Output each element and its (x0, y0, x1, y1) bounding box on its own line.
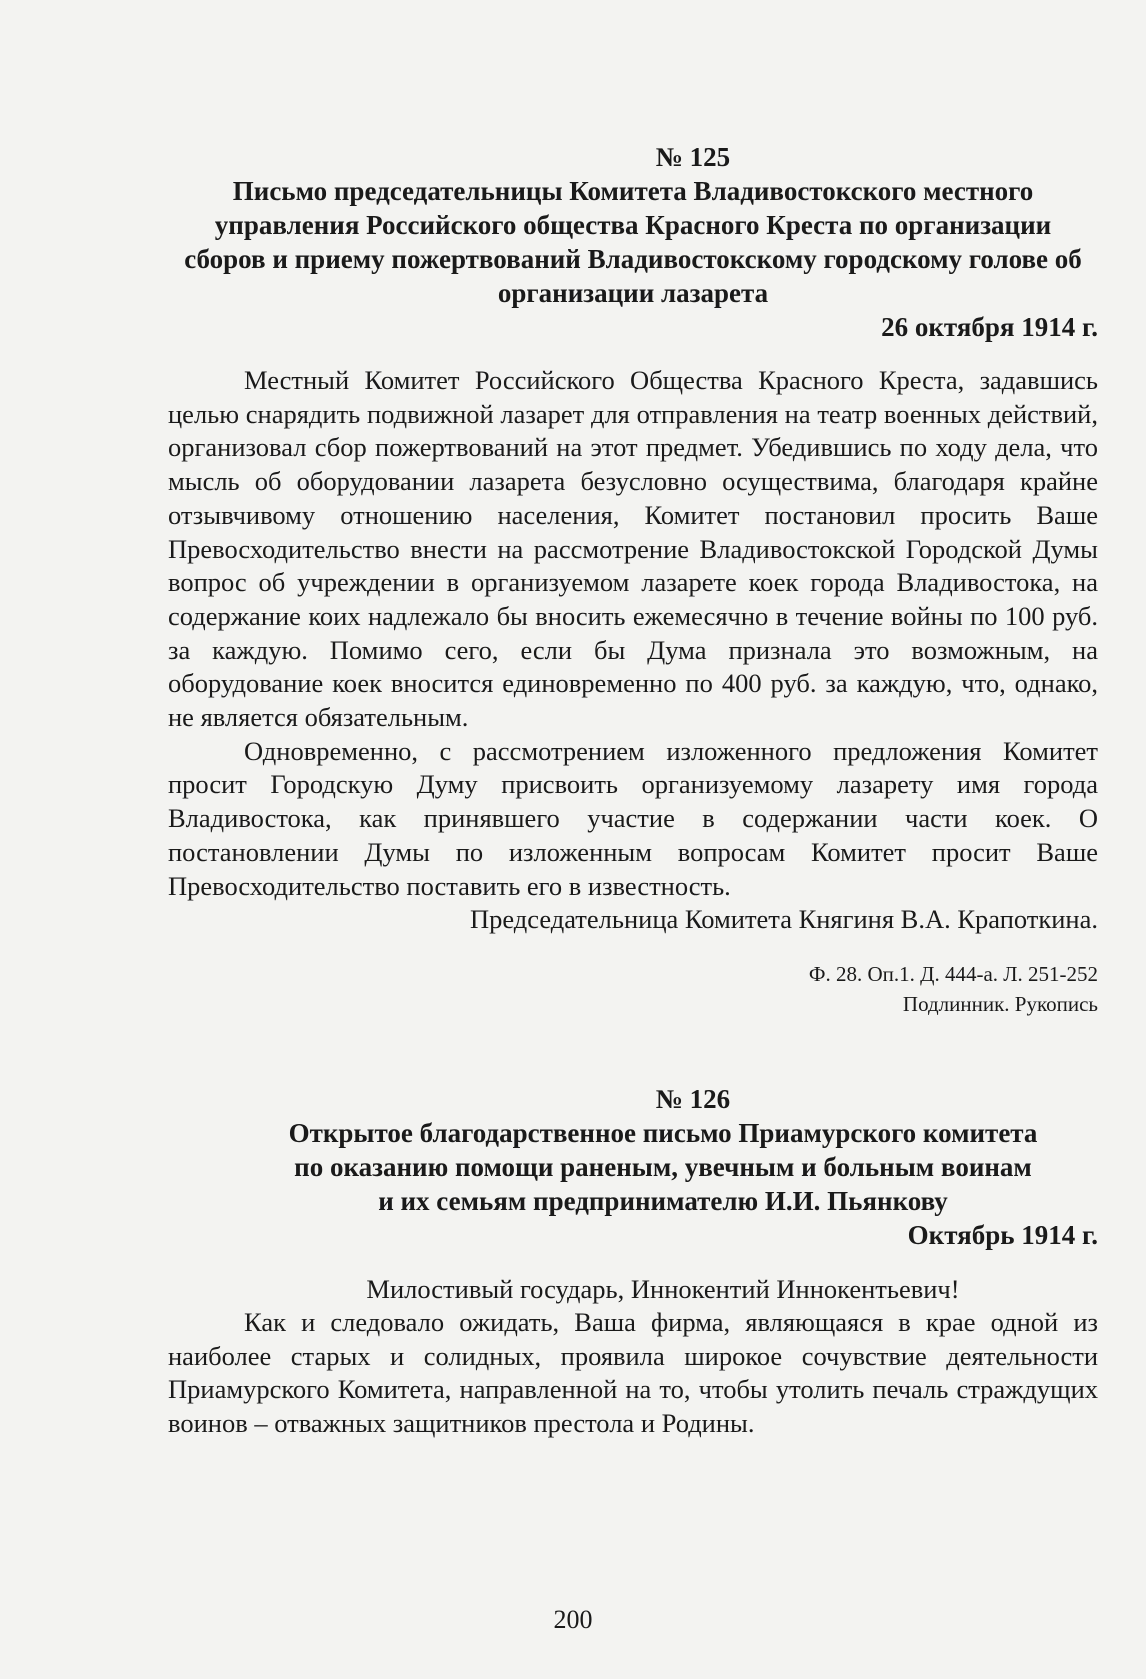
document-title: Письмо председательницы Комитета Владивостокского местного управления Российского общества Красного Креста по организации сборов и приему пожертвований Владивостокскому городскому голове об организации лазарета (184, 176, 1082, 308)
document-date: 26 октября 1914 г. (881, 312, 1098, 342)
document-date: Октябрь 1914 г. (907, 1220, 1098, 1250)
document-number: № 126 (655, 1084, 731, 1114)
body-paragraph: Как и следовало ожидать, Ваша фирма, являющаяся в крае одной из наиболее старых и солидных, проявила широкое сочувствие деятельности Приамурского Комитета, направленной на то, чтобы утолить печаль страждущих воинов – отважных защитников престола и Родины. (168, 1307, 1098, 1439)
document-number: № 125 (655, 142, 731, 172)
archive-reference: Ф. 28. Оп.1. Д. 444-а. Л. 251-252 (808, 961, 1098, 986)
document-title-line: по оказанию помощи раненым, увечным и больным воинам (294, 1152, 1032, 1182)
page-number: 200 (553, 1605, 593, 1634)
document-title-line: Открытое благодарственное письмо Приамурского комитета (288, 1118, 1038, 1148)
body-paragraph: Местный Комитет Российского Общества Красного Креста, задавшись целью снарядить подвижной лазарет для отправления на театр военных действий, организовал сбор пожертвований на этот предмет. Убедившись по ходу дела, что мысль об оборудовании лазарета безусловно осуществима, благодаря крайне отзывчивому отношению населения, Комитет постановил просить Ваше Превосходительство внести на рассмотрение Владивостокской Городской Думы вопрос об учреждении в организуемом лазарете коек города Владивостока, на содержание коих надлежало бы вносить ежемесячно в течение войны по 100 руб. за каждую. Помимо сего, если бы Дума признала это возможным, на оборудование коек вносится единовременно по 400 руб. за каждую, что, однако, не является обязательным. (168, 365, 1098, 733)
body-paragraph: Одновременно, с рассмотрением изложенного предложения Комитет просит Городскую Думу присвоить организуемому лазарету имя города Владивостока, как принявшего участие в содержании части коек. О постановлении Думы по изложенным вопросам Комитет просит Ваше Превосходительство поставить его в известность. (168, 735, 1098, 901)
salutation: Милостивый государь, Иннокентий Иннокентьевич! (366, 1274, 960, 1304)
document-125 (168, 140, 1098, 1019)
document-126 (168, 1082, 1098, 1441)
signature: Председательница Комитета Княгиня В.А. Крапоткина. (469, 904, 1098, 935)
archive-note: Подлинник. Рукопись (902, 991, 1098, 1016)
document-title-line: и их семьям предпринимателю И.И. Пьянкову (378, 1186, 948, 1216)
